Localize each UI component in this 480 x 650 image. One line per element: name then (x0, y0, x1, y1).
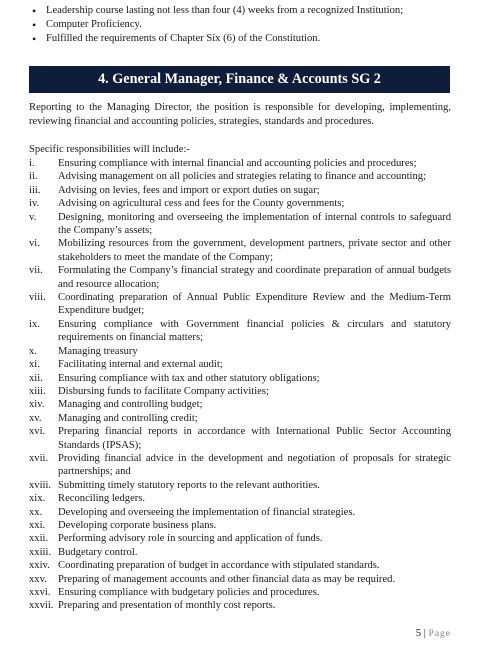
responsibility-number: iv. (29, 198, 40, 210)
responsibility-number: xxvii. (29, 600, 54, 612)
responsibility-number: xvii. (29, 452, 49, 464)
responsibility-text: Facilitating internal and external audit; (58, 359, 223, 371)
responsibility-text: Budgetary control. (58, 546, 138, 558)
responsibility-text: Managing treasury (58, 345, 138, 357)
responsibility-number: v. (29, 211, 37, 223)
responsibility-text: Ensuring compliance with budgetary policies and procedures. (58, 587, 320, 598)
responsibility-text: Advising management on all policies and strategies relating to finance and accounting; (58, 171, 427, 183)
page-footer (416, 628, 451, 639)
responsibility-text: Preparing and presentation of monthly cost reports. (58, 600, 276, 612)
responsibility-number: xi. (29, 359, 40, 371)
responsibility-number: viii. (29, 292, 46, 304)
responsibilities-list (29, 157, 451, 613)
responsibility-item (29, 573, 451, 586)
responsibility-number: xix. (29, 493, 46, 505)
responsibility-text: Ensuring compliance with tax and other statutory obligations; (58, 372, 320, 384)
responsibility-text: Preparing of management accounts and other financial data as may be required. (58, 573, 396, 585)
page-label: Page (428, 629, 451, 639)
responsibility-number: xxiv. (29, 560, 50, 572)
responsibility-text: Advising on levies, fees and import or export duties on sugar; (58, 184, 320, 196)
responsibility-item (29, 385, 451, 398)
responsibility-text: Ensuring compliance with internal financial and accounting policies and procedures; (58, 158, 417, 169)
responsibility-item (29, 425, 451, 452)
responsibility-text: Providing financial advice in the development and negotiation of proposals for strategic partnerships; and (58, 452, 451, 478)
responsibility-text: Managing and controlling budget; (58, 399, 203, 411)
requirement-item: • Fulfilled the requirements of Chapter Six (6) of the Constitution. (30, 32, 460, 46)
responsibility-number: xx. (29, 506, 43, 518)
responsibility-item (29, 586, 451, 599)
responsibility-number: xxv. (29, 573, 47, 585)
responsibility-number: ix. (29, 318, 40, 330)
responsibility-item (29, 184, 451, 197)
responsibility-number: xvi. (29, 426, 46, 438)
responsibility-text: Reconciling ledgers. (58, 493, 146, 505)
responsibility-text: Designing, monitoring and overseeing the implementation of internal controls to safeguard the Company’s assets; (58, 211, 451, 237)
requirement-item: • Leadership course lasting not less than four (4) weeks from a recognized Institution; (30, 4, 460, 18)
responsibility-text: Formulating the Company’s financial strategy and coordinate preparation of annual budgets and resource allocation; (58, 265, 451, 290)
responsibility-number: xxi. (29, 519, 46, 531)
responsibility-item (29, 506, 451, 519)
responsibility-item (29, 599, 451, 612)
responsibility-item (29, 264, 451, 291)
page-separator: | (423, 628, 426, 639)
responsibility-item (29, 345, 451, 358)
responsibility-text: Coordinating preparation of Annual Public Expenditure Review and the Medium-Term Expenditure budget; (58, 292, 451, 317)
responsibility-text: Ensuring compliance with Government financial policies & circulars and statutory requirements on financial matters; (58, 318, 451, 344)
section-heading: 4. General Manager, Finance & Accounts SG 2 (29, 66, 450, 93)
responsibility-number: xxiii. (29, 546, 52, 558)
page-number: 5 (415, 628, 422, 639)
intro-paragraph: Reporting to the Managing Director, the position is responsible for developing, implementing, reviewing financial and accounting policies, strategies, standards and procedures. (29, 102, 451, 127)
responsibility-number: xviii. (29, 479, 52, 491)
responsibility-item (29, 532, 451, 545)
responsibility-text: Coordinating preparation of budget in accordance with stipulated standards. (58, 560, 380, 572)
responsibility-item (29, 211, 451, 238)
responsibility-number: xiv. (29, 399, 45, 411)
responsibility-text: Disbursing funds to facilitate Company activities; (58, 385, 269, 397)
responsibility-number: vi. (29, 238, 40, 250)
responsibility-number: x. (29, 345, 37, 357)
responsibility-number: iii. (29, 184, 41, 196)
responsibility-item (29, 197, 451, 210)
responsibility-text: Managing and controlling credit; (58, 412, 198, 424)
requirements-list (30, 4, 460, 46)
responsibilities-label: Specific responsibilities will include:- (29, 144, 190, 155)
responsibility-number: vii. (29, 265, 43, 277)
responsibility-item (29, 318, 451, 345)
responsibility-item (29, 412, 451, 425)
responsibility-text: Performing advisory role in sourcing and application of funds. (58, 533, 323, 545)
responsibility-text: Advising on agricultural cess and fees for the County governments; (58, 198, 345, 210)
responsibility-item (29, 519, 451, 532)
responsibility-text: Mobilizing resources from the government, development partners, private sector and other stakeholders to meet the mandate of the Company; (58, 238, 451, 263)
responsibility-number: i. (29, 158, 35, 169)
requirement-item: • Computer Proficiency. (30, 18, 460, 32)
responsibility-item (29, 170, 451, 183)
responsibility-item (29, 237, 451, 264)
responsibility-number: xiii. (29, 385, 46, 397)
responsibility-item (29, 452, 451, 479)
responsibility-text: Submitting timely statutory reports to the relevant authorities. (58, 479, 320, 491)
responsibility-number: xv. (29, 412, 42, 424)
responsibility-number: xii. (29, 372, 43, 384)
responsibility-item (29, 546, 451, 559)
responsibility-item (29, 479, 451, 492)
responsibility-number: ii. (29, 171, 38, 183)
responsibility-item (29, 157, 451, 170)
responsibility-number: xxvi. (29, 587, 51, 598)
responsibility-item (29, 358, 451, 371)
responsibility-item (29, 559, 451, 572)
responsibility-item (29, 291, 451, 318)
responsibility-text: Developing corporate business plans. (58, 519, 217, 531)
responsibility-text: Developing and overseeing the implementation of financial strategies. (58, 506, 356, 518)
responsibility-item (29, 372, 451, 385)
responsibility-item (29, 492, 451, 505)
responsibility-text: Preparing financial reports in accordance with International Public Sector Accounting Standards (IPSAS); (58, 426, 451, 451)
responsibility-number: xxii. (29, 533, 49, 545)
responsibility-item (29, 398, 451, 411)
